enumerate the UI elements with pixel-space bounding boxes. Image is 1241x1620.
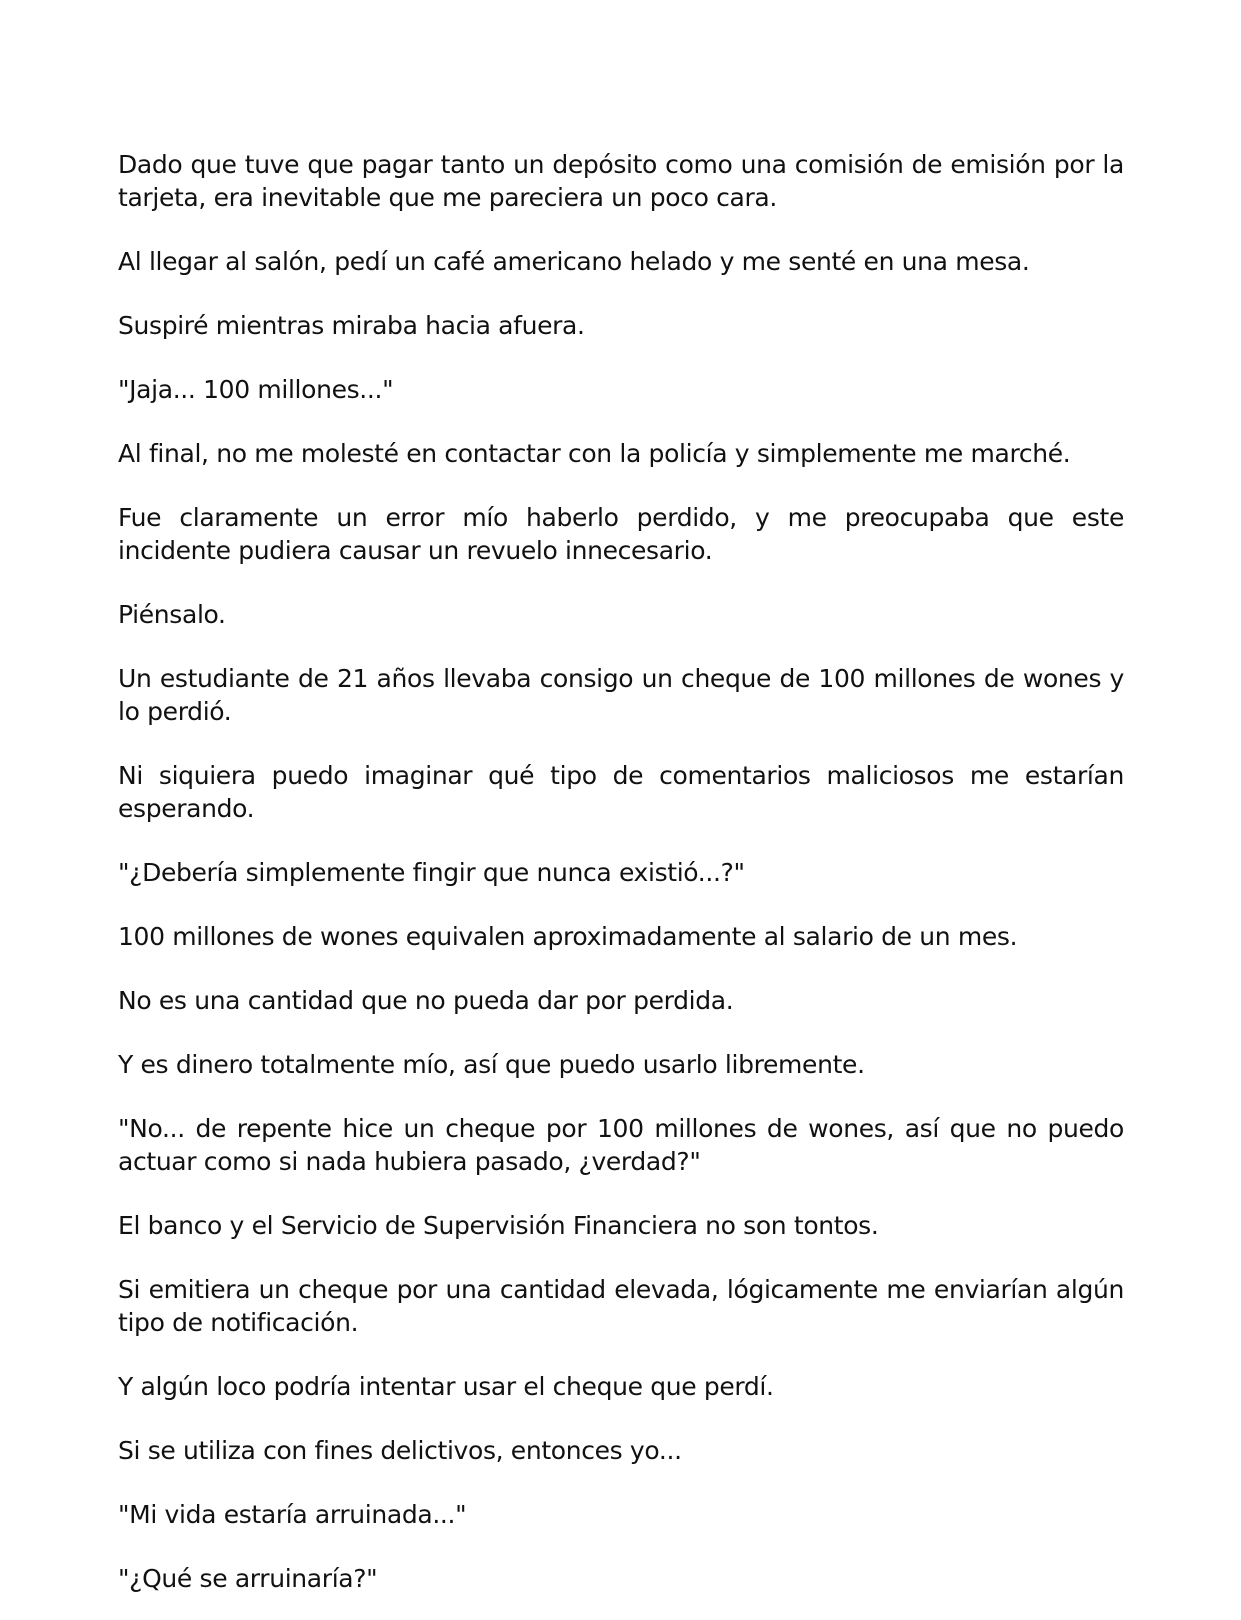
paragraph: Suspiré mientras miraba hacia afuera.: [118, 311, 585, 340]
paragraph: Al llegar al salón, pedí un café americano helado y me senté en una mesa.: [118, 247, 1030, 276]
paragraph: Ni siquiera puedo imaginar qué tipo de comentarios maliciosos me estarían esperando.: [118, 761, 1124, 823]
paragraph: Dado que tuve que pagar tanto un depósito como una comisión de emisión por la tarjeta, era inevitable que me pareciera un poco cara.: [118, 150, 1124, 212]
paragraph: "Jaja... 100 millones...": [118, 375, 394, 404]
paragraph: "Mi vida estaría arruinada...": [118, 1500, 467, 1529]
paragraph: Y es dinero totalmente mío, así que puedo usarlo libremente.: [118, 1050, 865, 1079]
paragraph: Un estudiante de 21 años llevaba consigo un cheque de 100 millones de wones y lo perdió.: [118, 664, 1124, 726]
paragraph: 100 millones de wones equivalen aproximadamente al salario de un mes.: [118, 922, 1018, 951]
paragraph: Fue claramente un error mío haberlo perdido, y me preocupaba que este incidente pudiera causar un revuelo innecesario.: [118, 503, 1124, 565]
paragraph: El banco y el Servicio de Supervisión Financiera no son tontos.: [118, 1211, 879, 1240]
paragraph: "¿Qué se arruinaría?": [118, 1564, 378, 1593]
paragraph: Si se utiliza con fines delictivos, entonces yo...: [118, 1436, 682, 1465]
paragraph: Piénsalo.: [118, 600, 226, 629]
paragraph: Y algún loco podría intentar usar el cheque que perdí.: [118, 1372, 774, 1401]
paragraph: "¿Debería simplemente fingir que nunca existió...?": [118, 858, 745, 887]
paragraph: Si emitiera un cheque por una cantidad elevada, lógicamente me enviarían algún tipo de notificación.: [118, 1275, 1124, 1337]
document-body: [118, 148, 1124, 1595]
paragraph: No es una cantidad que no pueda dar por perdida.: [118, 986, 734, 1015]
paragraph: Al final, no me molesté en contactar con la policía y simplemente me marché.: [118, 439, 1071, 468]
paragraph: "No... de repente hice un cheque por 100 millones de wones, así que no puedo actuar como si nada hubiera pasado, ¿verdad?": [118, 1114, 1124, 1176]
